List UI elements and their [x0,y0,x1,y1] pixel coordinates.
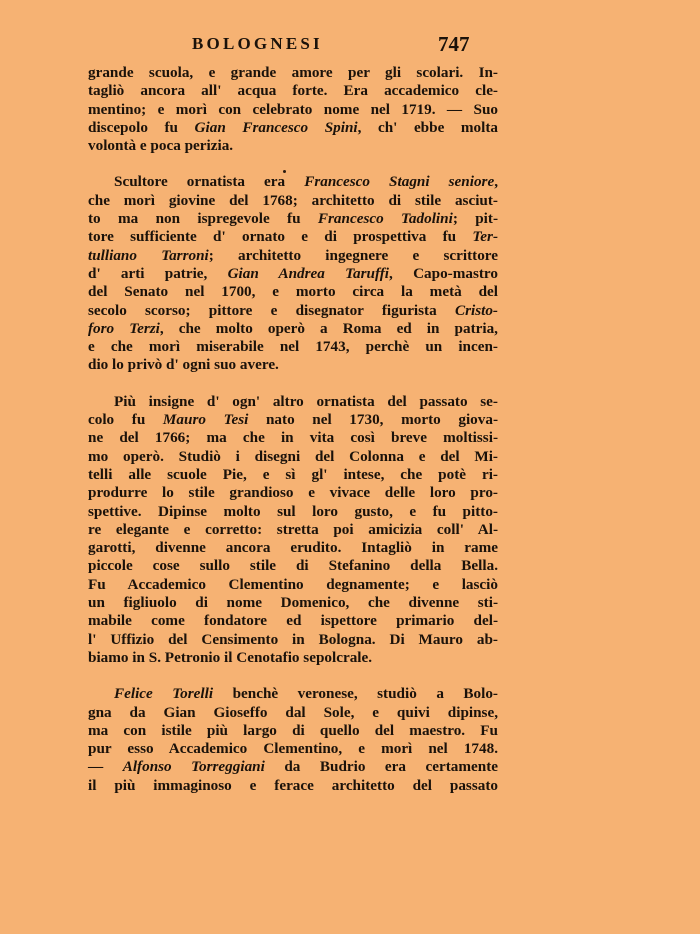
text-line: — Alfonso Torreggiani da Budrio era certamente [88,758,499,776]
paragraph-gap [88,375,498,393]
text-line: foro Terzi, che molto operò a Roma ed in patria, [88,319,498,337]
paragraph-1 [88,64,498,155]
text-line: Felice Torelli benchè veronese, studiò a Bolo- [114,685,498,703]
text-line: to ma non ispregevole fu Francesco Tadolini; pit- [88,210,499,228]
page-header [0,30,700,54]
text-line: gna da Gian Gioseffo dal Sole, e quivi dipinse, [88,703,498,721]
text-line: pur esso Accademico Clementino, e morì nel 1748. [88,740,498,758]
text-line: tore sufficiente d' ornato e di prospettiva fu Ter- [88,228,498,246]
paragraph-gap [88,155,498,173]
text-line: d' arti patrie, Gian Andrea Taruffi, Capo-mastro [88,264,498,282]
text-line: mo operò. Studiò i disegni del Colonna e del Mi- [88,447,498,465]
text-line: secolo scorso; pittore e disegnator figurista Cristo- [88,301,498,319]
text-line: l' Uffizio del Censimento in Bologna. Di Mauro ab- [88,630,498,648]
text-line: del Senato nel 1700, e morto circa la metà del [88,283,498,301]
text-line: Scultore ornatista era Francesco Stagni seniore, [114,173,498,191]
text-line: re elegante e corretto: stretta poi amicizia coll' Al- [88,520,498,538]
text-line: spettive. Dipinse molto sul loro gusto, e fu pitto- [88,502,498,520]
text-line: piccole cose sullo stile di Stefanino della Bella. [88,557,498,575]
body-text [88,64,498,795]
text-line: telli alle scuole Pie, e sì gl' intese, che potè ri- [88,465,498,483]
text-line: mabile come fondatore ed ispettore primario del- [88,612,498,630]
text-line: grande scuola, e grande amore per gli scolari. In- [88,64,498,81]
text-line: discepolo fu Gian Francesco Spini, ch' ebbe molta [88,118,498,136]
text-line: tagliò ancora all' acqua forte. Era accademico cle- [88,82,498,100]
text-line: biamo in S. Petronio il Cenotafio sepolcrale. [88,648,373,666]
text-line: produrre lo stile grandioso e vivace delle loro pro- [88,484,498,502]
text-line: tulliano Tarroni; architetto ingegnere e scrittore [88,246,499,264]
running-title: BOLOGNESI [192,34,323,53]
text-line: il più immaginoso e ferace architetto del passato [88,776,498,794]
page-number: 747 [438,32,470,56]
text-line: ne del 1766; ma che in vita così breve moltissi- [88,429,498,447]
text-line: un figliuolo di nome Domenico, che divenne sti- [88,594,498,612]
text-line: volontà e poca perizia. [88,137,234,155]
text-line: garotti, divenne ancora erudito. Intagliò in rame [88,539,498,557]
text-line: dio lo privò d' ogni suo avere. [88,356,279,374]
text-line: e che morì miserabile nel 1743, perchè un incen- [88,338,498,356]
paragraph-4 [88,685,498,795]
paragraph-2 [88,173,498,374]
text-line: mentino; e morì con celebrato nome nel 1719. — Suo [88,100,498,118]
text-line: Più insigne d' ogn' altro ornatista del passato se- [114,392,498,410]
paragraph-3 [88,393,498,667]
paragraph-gap [88,667,498,685]
text-line: Fu Accademico Clementino degnamente; e lasciò [88,575,498,593]
text-line: che morì giovine del 1768; architetto di stile asciut- [88,191,498,209]
text-line: ma con istile più largo di quello del maestro. Fu [88,721,498,739]
text-line: colo fu Mauro Tesi nato nel 1730, morto giova- [88,411,499,429]
